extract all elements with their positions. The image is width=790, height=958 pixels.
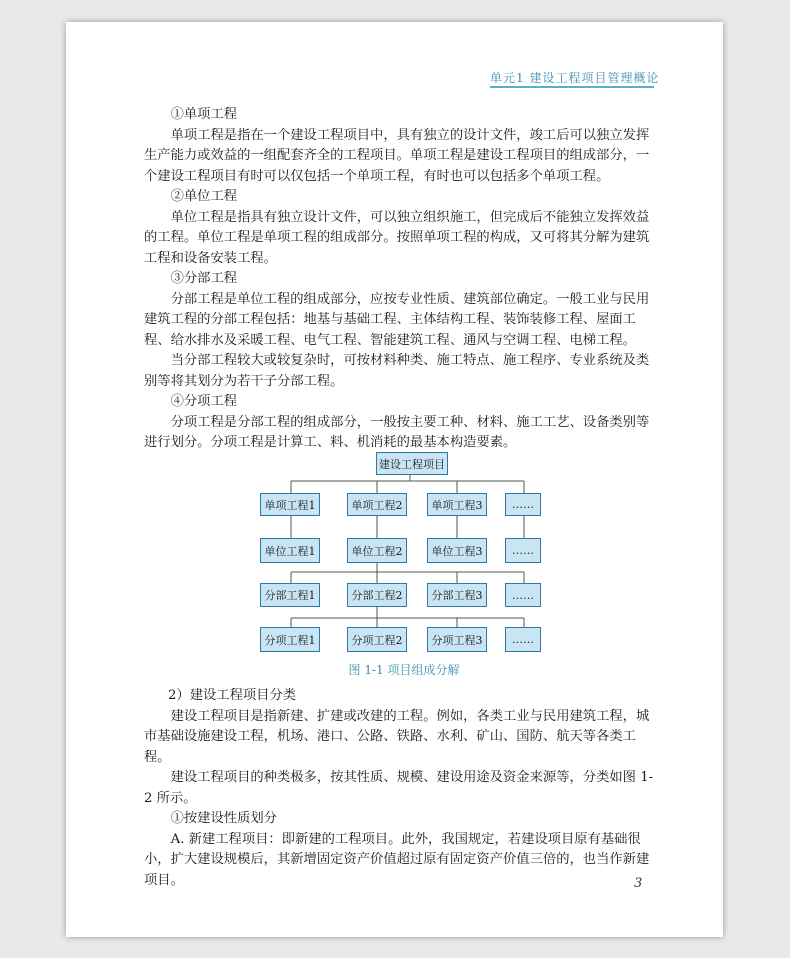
figure-caption: 图 1-1 项目组成分解: [348, 663, 460, 677]
section-heading: 2）建设工程项目分类: [167, 688, 297, 703]
diagram-node: ……: [505, 493, 541, 516]
page-number: 3: [634, 876, 643, 891]
header-rule: [490, 86, 654, 88]
diagram-node: 分项工程2: [347, 627, 407, 652]
paragraph: 单位工程是指具有独立设计文件，可以独立组织施工，但完成后不能独立发挥效益的工程。单位工程是单项工程的组成部分。按照单项工程的构成，又可将其分解为建筑工程和设备安装工程。: [144, 209, 650, 266]
main-text: [144, 105, 654, 454]
paragraph: A. 新建工程项目：即新建的工程项目。此外，我国规定，若建设项目原有基础很小，扩大建设规模后，其新增固定资产价值超过原有固定资产价值三倍的，也当作新建项目。: [144, 831, 650, 888]
section-heading: ①按建设性质划分: [170, 811, 277, 826]
paragraph: 建设工程项目的种类极多，按其性质、规模、建设用途及资金来源等，分类如图 1-2 所示。: [144, 770, 654, 806]
diagram-node: 分部工程2: [347, 583, 407, 607]
diagram-node: ……: [505, 583, 541, 607]
diagram-node: 单项工程2: [347, 493, 407, 516]
diagram-node: 单位工程1: [260, 538, 320, 563]
diagram-node: 分项工程1: [260, 627, 320, 652]
paragraph: 建设工程项目是指新建、扩建或改建的工程。例如，各类工业与民用建筑工程，城市基础设施建设工程，机场、港口、公路、铁路、水利、矿山、国防、航天等各类工程。: [144, 708, 650, 765]
diagram-node: 分部工程1: [260, 583, 320, 607]
diagram-node: 分部工程3: [427, 583, 487, 607]
paragraph: 单项工程是指在一个建设工程项目中，具有独立的设计文件，竣工后可以独立发挥生产能力或效益的一组配套齐全的工程项目。单项工程是建设工程项目的组成部分，一个建设工程项目有时可以仅包括一个单项工程，有时也可以包括多个单项工程。: [144, 127, 650, 184]
diagram-node: ……: [505, 538, 541, 563]
project-breakdown-diagram: [254, 452, 554, 692]
root-node: 建设工程项目: [376, 452, 448, 475]
running-header: 单元1 建设工程项目管理概论: [490, 71, 660, 85]
paragraph: 分项工程是分部工程的组成部分，一般按主要工种、材料、施工工艺、设备类别等进行划分。分项工程是计算工、料、机消耗的最基本构造要素。: [144, 414, 650, 450]
diagram-node: 单项工程3: [427, 493, 487, 516]
diagram-node: 分项工程3: [427, 627, 487, 652]
classification-text: [144, 686, 654, 891]
section-heading: ①单项工程: [170, 107, 238, 122]
section-heading: ④分项工程: [170, 394, 238, 409]
diagram-node: 单位工程2: [347, 538, 407, 563]
paragraph: 分部工程是单位工程的组成部分，应按专业性质、建筑部位确定。一般工业与民用建筑工程的分部工程包括：地基与基础工程、主体结构工程、装饰装修工程、屋面工程、给水排水及采暖工程、电气工程、智能建筑工程、通风与空调工程、电梯工程。: [144, 291, 650, 348]
paragraph: 当分部工程较大或较复杂时，可按材料种类、施工特点、施工程序、专业系统及类别等将其划分为若干子分部工程。: [144, 353, 650, 389]
diagram-node: ……: [505, 627, 541, 652]
section-heading: ③分部工程: [170, 271, 238, 286]
section-heading: ②单位工程: [170, 189, 238, 204]
diagram-node: 单项工程1: [260, 493, 320, 516]
diagram-node: 单位工程3: [427, 538, 487, 563]
